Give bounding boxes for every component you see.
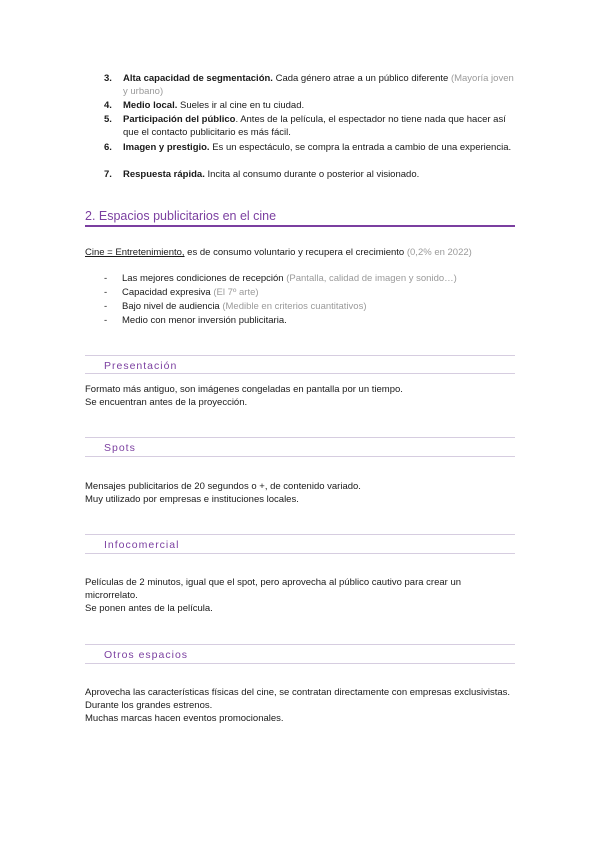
section-rule-top [85, 534, 515, 535]
body-line: Películas de 2 minutos, igual que el spot, pero aprovecha al público cautivo para crear un microrrelato. [85, 577, 462, 601]
bullet-text: Bajo nivel de audiencia [122, 301, 223, 312]
body-line: Se ponen antes de la película. [85, 603, 213, 614]
list-number: 6. [104, 142, 112, 153]
body-line: Se encuentran antes de la proyección. [85, 397, 248, 408]
subsection-body [85, 480, 515, 506]
list-item-text: Incita al consumo durante o posterior al visionado. [204, 169, 420, 180]
list-item-title: Imagen y prestigio. [123, 142, 210, 153]
list-item-text: . Antes de la película, el espectador no tiene nada que hacer así que el contacto publicitario es más fácil. [123, 114, 506, 138]
heading-underline [85, 225, 515, 227]
list-item-note: (Mayoría joven y urbano) [123, 73, 514, 97]
body-line: Muy utilizado por empresas e instituciones locales. [85, 494, 299, 505]
bullet-item [104, 300, 367, 313]
list-item-title: Medio local. [123, 100, 178, 111]
bullet-text: Las mejores condiciones de recepción [122, 273, 287, 284]
list-number: 7. [104, 169, 112, 180]
list-item [104, 99, 514, 112]
bullet-text: Medio con menor inversión publicitaria. [122, 315, 287, 326]
list-item [104, 141, 514, 154]
list-number: 4. [104, 100, 112, 111]
subsection-body [85, 383, 515, 409]
list-item-title: Alta capacidad de segmentación. [123, 73, 273, 84]
section-rule-bottom [85, 456, 515, 457]
bullet-text: Capacidad expresiva [122, 287, 214, 298]
body-line: Muchas marcas hacen eventos promocionales. [85, 713, 284, 724]
section-rule-bottom [85, 553, 515, 554]
list-item [104, 168, 514, 181]
section-rule-top [85, 355, 515, 356]
subsection-title: Presentación [104, 360, 178, 372]
subsection-body [85, 686, 515, 725]
section-rule-bottom [85, 663, 515, 664]
list-item [104, 113, 514, 139]
body-line: Durante los grandes estrenos. [85, 700, 213, 711]
body-line: Formato más antiguo, son imágenes congeladas en pantalla por un tiempo. [85, 384, 403, 395]
section-rule-top [85, 644, 515, 645]
bullet-item [104, 286, 259, 299]
bullet-item [104, 272, 457, 285]
dash-marker: - [104, 273, 108, 284]
list-number: 3. [104, 73, 112, 84]
subsection-title: Infocomercial [104, 539, 180, 551]
dash-marker: - [104, 315, 108, 326]
bullet-note: (El 7º arte) [213, 287, 259, 298]
list-number: 5. [104, 114, 112, 125]
dash-marker: - [104, 287, 108, 298]
dash-marker: - [104, 301, 108, 312]
list-item-title: Respuesta rápida. [123, 169, 205, 180]
section-rule-top [85, 437, 515, 438]
list-item [104, 72, 514, 98]
bullet-note: (Medible en criterios cuantitativos) [222, 301, 367, 312]
intro-term: Cine = Entretenimiento, [85, 247, 185, 258]
list-item-text: Sueles ir al cine en tu ciudad. [177, 100, 305, 111]
list-item-text: Cada género atrae a un público diferente [272, 73, 451, 84]
list-item-text: Es un espectáculo, se compra la entrada a cambio de una experiencia. [209, 142, 512, 153]
list-item-title: Participación del público [123, 114, 236, 125]
bullet-note: (Pantalla, calidad de imagen y sonido…) [286, 273, 457, 284]
subsection-body [85, 576, 515, 615]
intro-text: es de consumo voluntario y recupera el crecimiento [184, 247, 407, 258]
section-heading: 2. Espacios publicitarios en el cine [85, 209, 277, 223]
subsection-title: Otros espacios [104, 649, 189, 661]
body-line: Mensajes publicitarios de 20 segundos o +, de contenido variado. [85, 481, 361, 492]
section-rule-bottom [85, 373, 515, 374]
subsection-title: Spots [104, 442, 136, 454]
body-line: Aprovecha las características físicas del cine, se contratan directamente con empresas exclusivistas. [85, 687, 511, 698]
bullet-item [104, 314, 287, 327]
intro-note: (0,2% en 2022) [406, 247, 472, 258]
intro-paragraph [85, 246, 515, 259]
